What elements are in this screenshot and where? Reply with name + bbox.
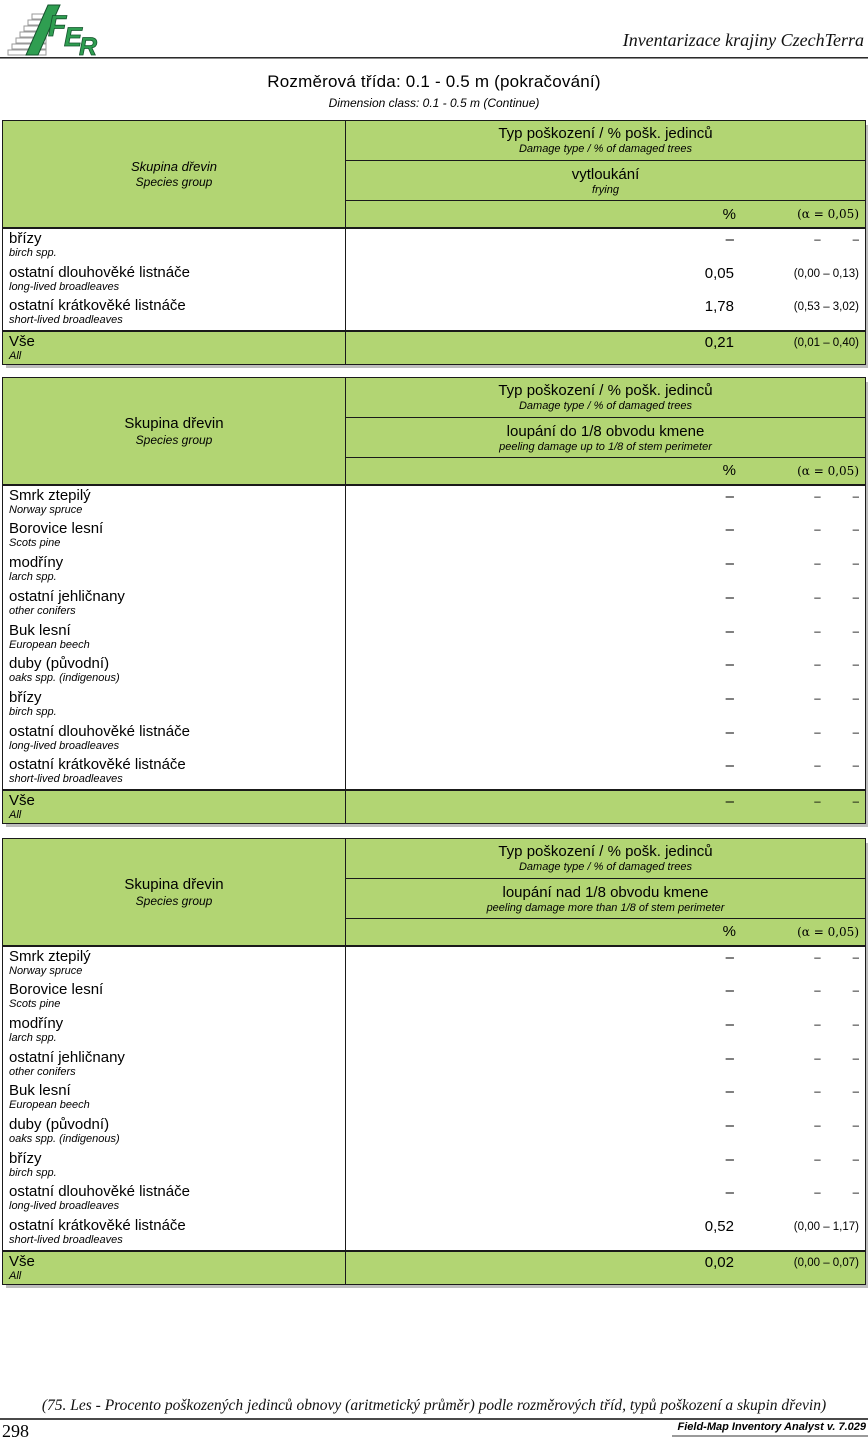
- value-cell: [346, 519, 865, 553]
- table-header: [3, 378, 865, 486]
- species-name-en: All: [9, 350, 22, 363]
- pct-value: –: [725, 487, 734, 505]
- ci-value: – –: [814, 795, 859, 808]
- table-body: [3, 947, 865, 1284]
- value-cell: [346, 486, 865, 520]
- value-cell: [346, 688, 865, 722]
- alpha-label: (α = 0,05): [797, 924, 859, 939]
- species-name-en: short-lived broadleaves: [9, 773, 123, 786]
- pct-value: –: [725, 1150, 734, 1168]
- ci-value: (0,00 – 1,17): [793, 1221, 859, 1234]
- pct-value: –: [725, 588, 734, 606]
- species-name: duby (původní): [9, 655, 110, 673]
- value-cell: [346, 980, 865, 1014]
- damage-header-cs: Typ poškození / % pošk. jedinců: [498, 125, 713, 142]
- species-name: ostatní krátkověké listnáče: [9, 297, 186, 315]
- svg-text:F: F: [48, 10, 67, 43]
- ci-value: (0,00 – 0,13): [793, 267, 859, 280]
- species-group-label-en: Species group: [135, 893, 213, 908]
- species-name: Vše: [9, 791, 35, 809]
- ifer-logo: [6, 2, 126, 63]
- species-name: ostatní jehličnany: [9, 1048, 125, 1066]
- table-row: [3, 519, 865, 553]
- pct-value: –: [725, 1083, 734, 1101]
- species-cell: [3, 229, 346, 263]
- species-name-en: birch spp.: [9, 247, 57, 259]
- species-name-en: oaks spp. (indigenous): [9, 672, 120, 685]
- species-cell: [3, 621, 346, 655]
- damage-type-header: [346, 121, 865, 227]
- species-name-en: All: [9, 1269, 22, 1282]
- species-name-en: Norway spruce: [9, 503, 83, 516]
- ci-value: – –: [814, 234, 859, 246]
- species-cell: [3, 722, 346, 756]
- species-name-en: long-lived broadleaves: [9, 1200, 120, 1213]
- damage-type-cell: [346, 161, 865, 201]
- species-name: Borovice lesní: [9, 520, 104, 538]
- ci-value: – –: [814, 760, 859, 773]
- value-cell: [346, 791, 865, 823]
- page-number: 298: [2, 1421, 29, 1441]
- pct-value: 0,05: [704, 264, 734, 282]
- value-cell: [346, 654, 865, 688]
- pct-value: –: [725, 656, 734, 674]
- value-cell: [346, 1115, 865, 1149]
- table-row: [3, 330, 865, 364]
- pct-value: –: [725, 622, 734, 640]
- value-cell: [346, 1252, 865, 1284]
- species-cell: [3, 1048, 346, 1082]
- table-row: [3, 755, 865, 789]
- ci-value: (0,00 – 0,07): [793, 1256, 859, 1269]
- species-name: ostatní dlouhověké listnáče: [9, 722, 190, 740]
- damage-type-cs: loupání do 1/8 obvodu kmene: [506, 422, 705, 440]
- species-name: Buk lesní: [9, 1082, 71, 1100]
- damage-type-cs: loupání nad 1/8 obvodu kmene: [502, 883, 709, 901]
- species-cell: [3, 296, 346, 330]
- pct-value: –: [725, 521, 734, 539]
- species-cell: [3, 947, 346, 981]
- species-group-label-en: Species group: [135, 175, 213, 189]
- value-cell: [346, 1182, 865, 1216]
- species-name-en: Norway spruce: [9, 964, 83, 977]
- table-row: [3, 621, 865, 655]
- ci-value: – –: [814, 985, 859, 998]
- table-row: [3, 1048, 865, 1082]
- unit-header-cell: [346, 458, 865, 484]
- ci-value: – –: [814, 1086, 859, 1099]
- pct-value: –: [725, 723, 734, 741]
- damage-type-cs: vytloukání: [571, 166, 640, 183]
- species-group-header: [3, 839, 346, 945]
- species-cell: [3, 553, 346, 587]
- damage-type-cell: [346, 879, 865, 919]
- species-name-en: long-lived broadleaves: [9, 739, 120, 752]
- table-row: [3, 947, 865, 981]
- table-row: [3, 722, 865, 756]
- page-footer: [0, 1397, 868, 1443]
- species-cell: [3, 1149, 346, 1183]
- ci-value: – –: [814, 1019, 859, 1031]
- species-name: břízy: [9, 230, 42, 247]
- ci-value: – –: [814, 1120, 859, 1133]
- species-cell: [3, 519, 346, 553]
- value-cell: [346, 263, 865, 297]
- damage-type-en: peeling damage up to 1/8 of stem perimeter: [499, 440, 712, 453]
- species-name: modříny: [9, 1015, 64, 1032]
- value-cell: [346, 296, 865, 330]
- species-name: břízy: [9, 1149, 42, 1167]
- damage-header-en: Damage type / % of damaged trees: [518, 860, 693, 873]
- damage-header-cell: [346, 121, 865, 161]
- table-row: [3, 486, 865, 520]
- table-row: [3, 296, 865, 330]
- value-cell: [346, 1081, 865, 1115]
- table-row: [3, 654, 865, 688]
- svg-text:R: R: [79, 33, 98, 58]
- pct-value: –: [725, 1049, 734, 1067]
- table-caption: (75. Les - Procento poškozených jedinců obnovy (aritmetický průměr) podle rozměrových tříd, typů poškození a skupin dřevin): [41, 1397, 827, 1414]
- app-version: Field-Map Inventory Analyst v. 7.029: [672, 1421, 868, 1437]
- report-brand: Inventarizace krajiny CzechTerra: [622, 30, 864, 50]
- percent-label: %: [722, 462, 736, 480]
- damage-type-en: peeling damage more than 1/8 of stem perimeter: [486, 901, 725, 914]
- header-divider: [0, 57, 868, 59]
- species-name: ostatní dlouhověké listnáče: [9, 263, 190, 281]
- percent-label: %: [722, 205, 736, 223]
- species-group-label-cs: Skupina dřevin: [131, 159, 217, 174]
- table-row: [3, 688, 865, 722]
- table-body: [3, 229, 865, 364]
- species-name-en: larch spp.: [9, 1032, 57, 1044]
- value-cell: [346, 722, 865, 756]
- table-row: [3, 1014, 865, 1048]
- species-name: ostatní dlouhověké listnáče: [9, 1183, 190, 1201]
- species-name: duby (původní): [9, 1116, 110, 1134]
- pct-value: –: [725, 982, 734, 1000]
- species-name: ostatní jehličnany: [9, 587, 125, 605]
- table-row: [3, 789, 865, 823]
- unit-header-cell: [346, 919, 865, 945]
- pct-value: –: [725, 757, 734, 775]
- damage-type-header: [346, 378, 865, 484]
- species-group-header: [3, 121, 346, 227]
- species-group-label-en: Species group: [135, 432, 213, 447]
- species-name-en: Scots pine: [9, 537, 61, 550]
- pct-value: –: [725, 1117, 734, 1135]
- ci-value: – –: [814, 1153, 859, 1166]
- damage-type-header: [346, 839, 865, 945]
- table-header: [3, 121, 865, 229]
- species-cell: [3, 587, 346, 621]
- table-row: [3, 587, 865, 621]
- species-cell: [3, 755, 346, 789]
- page-header: [0, 0, 868, 57]
- species-cell: [3, 791, 346, 823]
- species-cell: [3, 1216, 346, 1250]
- value-cell: [346, 587, 865, 621]
- species-cell: [3, 1115, 346, 1149]
- species-cell: [3, 332, 346, 364]
- ifer-logo-icon: [6, 2, 126, 58]
- table-header: [3, 839, 865, 947]
- pct-value: 0,02: [704, 1253, 734, 1271]
- value-cell: [346, 332, 865, 364]
- table-row: [3, 263, 865, 297]
- damage-header-en: Damage type / % of damaged trees: [518, 399, 693, 412]
- species-name-en: long-lived broadleaves: [9, 280, 120, 293]
- species-group-label-cs: Skupina dřevin: [124, 875, 224, 893]
- species-name-en: Scots pine: [9, 998, 61, 1011]
- ci-value: – –: [814, 524, 859, 537]
- table-row: [3, 553, 865, 587]
- species-name-en: European beech: [9, 1099, 90, 1112]
- damage-table-peeling-upto-1-8: [2, 377, 866, 824]
- species-name-en: short-lived broadleaves: [9, 1234, 123, 1247]
- species-name: Vše: [9, 1252, 35, 1270]
- value-cell: [346, 1014, 865, 1048]
- species-name-en: short-lived broadleaves: [9, 314, 123, 327]
- value-cell: [346, 229, 865, 263]
- ci-value: – –: [814, 1187, 859, 1200]
- value-cell: [346, 1048, 865, 1082]
- alpha-label: (α = 0,05): [797, 207, 859, 221]
- species-name-en: other conifers: [9, 1065, 76, 1078]
- species-name: modříny: [9, 554, 64, 572]
- species-name: ostatní krátkověké listnáče: [9, 1217, 186, 1235]
- species-name-en: birch spp.: [9, 705, 57, 718]
- table-row: [3, 229, 865, 263]
- species-group-header: [3, 378, 346, 484]
- species-name: Vše: [9, 333, 35, 351]
- species-cell: [3, 263, 346, 297]
- damage-type-en: frying: [592, 184, 619, 196]
- page-title: Rozměrová třída: 0.1 - 0.5 m (pokračování): [267, 72, 601, 91]
- svg-text:E: E: [64, 22, 83, 52]
- species-cell: [3, 1081, 346, 1115]
- species-cell: [3, 980, 346, 1014]
- species-cell: [3, 1252, 346, 1284]
- footer-row: [0, 1420, 868, 1443]
- species-name: ostatní krátkověké listnáče: [9, 756, 186, 774]
- value-cell: [346, 553, 865, 587]
- value-cell: [346, 755, 865, 789]
- pct-value: –: [725, 689, 734, 707]
- damage-table-frying: [2, 120, 866, 365]
- value-cell: [346, 947, 865, 981]
- damage-header-cs: Typ poškození / % pošk. jedinců: [498, 842, 713, 860]
- species-name-en: European beech: [9, 638, 90, 651]
- species-cell: [3, 486, 346, 520]
- table-row: [3, 1115, 865, 1149]
- damage-header-en: Damage type / % of damaged trees: [518, 143, 693, 155]
- species-cell: [3, 688, 346, 722]
- damage-header-cs: Typ poškození / % pošk. jedinců: [498, 381, 713, 399]
- damage-table-peeling-over-1-8: [2, 838, 866, 1285]
- species-cell: [3, 1182, 346, 1216]
- species-name-en: oaks spp. (indigenous): [9, 1133, 120, 1146]
- ci-value: – –: [814, 726, 859, 739]
- species-name: Smrk ztepilý: [9, 947, 91, 965]
- species-name-en: larch spp.: [9, 571, 57, 584]
- species-name: Buk lesní: [9, 621, 71, 639]
- value-cell: [346, 621, 865, 655]
- pct-value: –: [725, 948, 734, 966]
- page-subtitle: Dimension class: 0.1 - 0.5 m (Continue): [328, 96, 540, 110]
- pct-value: –: [725, 231, 734, 248]
- species-name-en: other conifers: [9, 604, 76, 617]
- unit-header-cell: [346, 201, 865, 227]
- table-row: [3, 1216, 865, 1250]
- ci-value: – –: [814, 659, 859, 672]
- species-name-en: birch spp.: [9, 1166, 57, 1179]
- pct-value: –: [725, 1184, 734, 1202]
- ci-value: – –: [814, 490, 859, 503]
- damage-header-cell: [346, 839, 865, 879]
- value-cell: [346, 1216, 865, 1250]
- species-cell: [3, 1014, 346, 1048]
- table-row: [3, 1081, 865, 1115]
- table-body: [3, 486, 865, 823]
- pct-value: 0,21: [704, 334, 734, 352]
- pct-value: 0,52: [704, 1218, 734, 1236]
- ci-value: – –: [814, 1052, 859, 1065]
- damage-header-cell: [346, 378, 865, 418]
- ci-value: (0,53 – 3,02): [793, 301, 859, 314]
- table-row: [3, 980, 865, 1014]
- pct-value: 1,78: [704, 298, 734, 316]
- table-row: [3, 1250, 865, 1284]
- species-name: Smrk ztepilý: [9, 486, 91, 504]
- percent-label: %: [722, 923, 736, 941]
- pct-value: –: [725, 1016, 734, 1033]
- ci-value: – –: [814, 558, 859, 571]
- table-row: [3, 1182, 865, 1216]
- species-name: Borovice lesní: [9, 981, 104, 999]
- species-group-label-cs: Skupina dřevin: [124, 414, 224, 432]
- damage-type-cell: [346, 418, 865, 458]
- value-cell: [346, 1149, 865, 1183]
- table-row: [3, 1149, 865, 1183]
- ci-value: – –: [814, 591, 859, 604]
- species-name: břízy: [9, 688, 42, 706]
- species-name-en: All: [9, 808, 22, 821]
- pct-value: –: [725, 555, 734, 573]
- ci-value: – –: [814, 692, 859, 705]
- ci-value: – –: [814, 951, 859, 964]
- ci-value: (0,01 – 0,40): [793, 337, 859, 350]
- pct-value: –: [725, 792, 734, 810]
- alpha-label: (α = 0,05): [797, 463, 859, 478]
- ci-value: – –: [814, 625, 859, 638]
- species-cell: [3, 654, 346, 688]
